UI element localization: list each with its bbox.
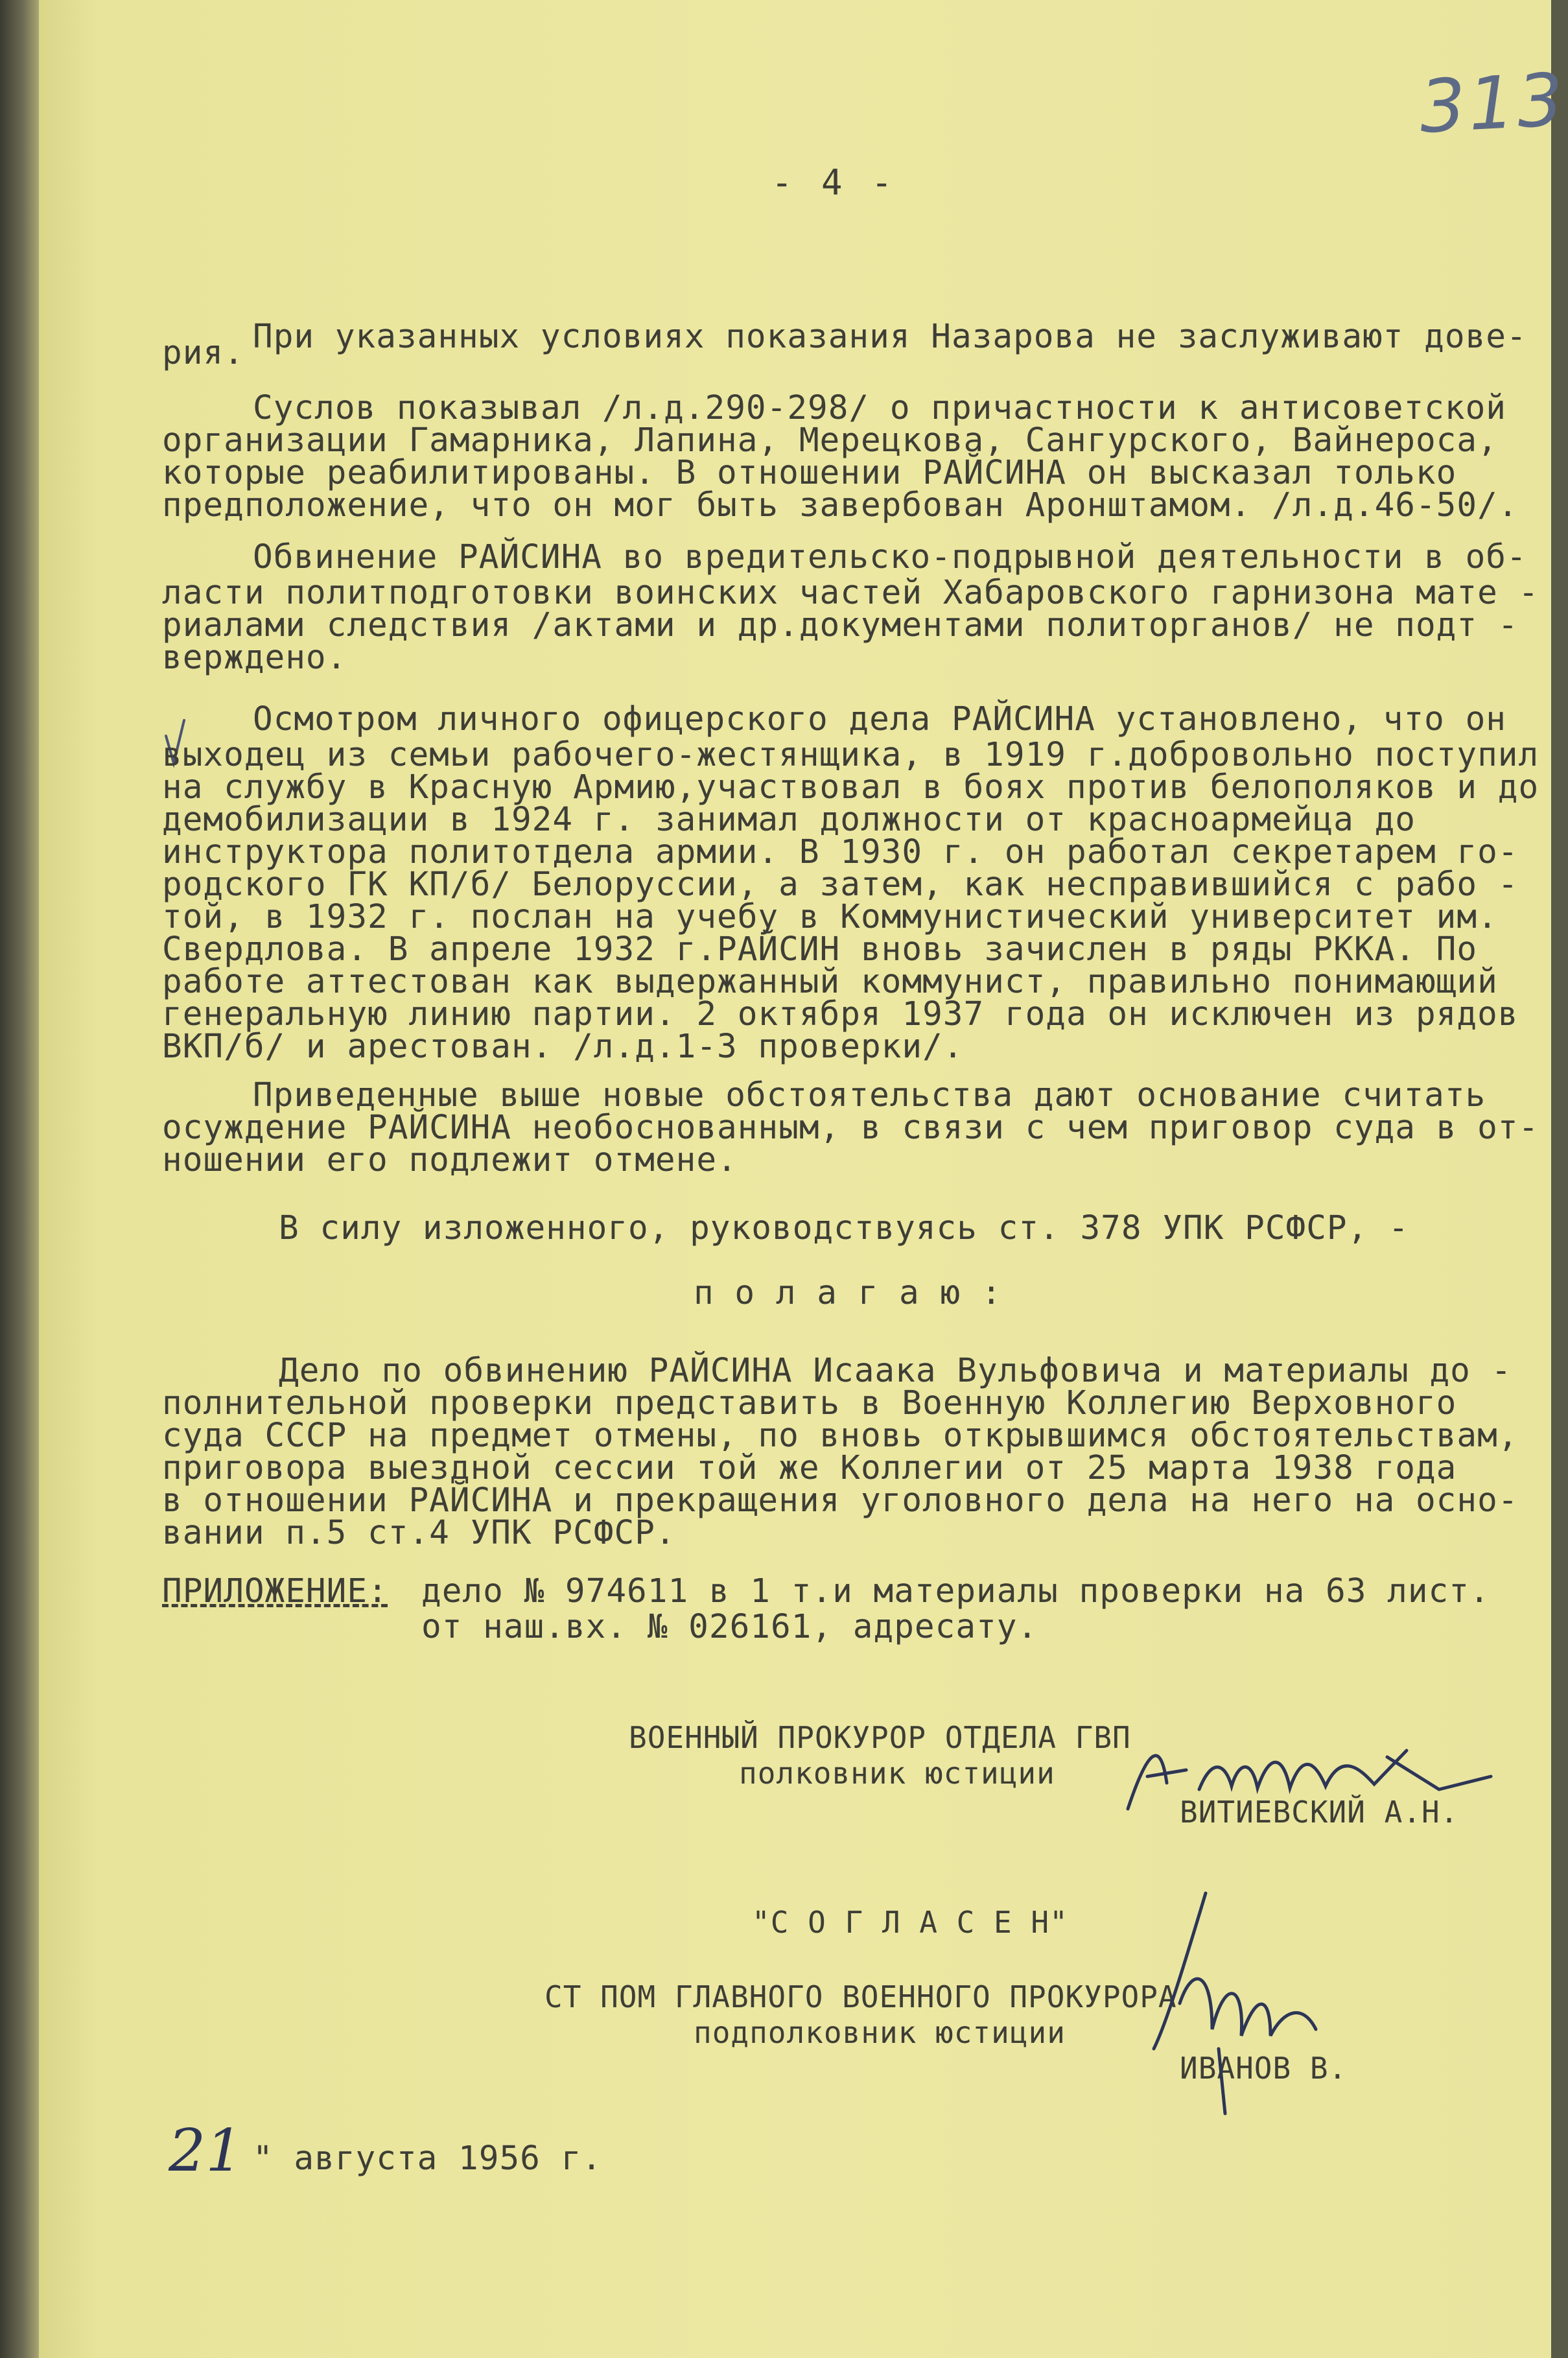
body-line: ношении его подлежит отмене.: [162, 1141, 738, 1179]
body-line: верждено.: [162, 639, 347, 677]
body-line: риалами следствия /актами и др.документами политорганов/ не подт -: [162, 606, 1519, 644]
body-line: При указанных условиях показания Назарова не заслуживают дове-: [253, 318, 1527, 356]
body-line: организации Гамарника, Лапина, Мерецкова, Сангурского, Вайнероса,: [162, 421, 1498, 460]
date-rest: " августа 1956 г.: [253, 2140, 602, 2178]
body-line: ВКП/б/ и арестован. /л.д.1-3 проверки/.: [162, 1028, 964, 1066]
body-line: Осмотром личного офицерского дела РАЙСИНА установлено, что он: [253, 700, 1506, 738]
agreement-heading: "С О Г Л А С Е Н": [752, 1905, 1068, 1940]
page-number: - 4 -: [771, 162, 896, 203]
body-line: Свердлова. В апреле 1932 г.РАЙСИН вновь зачислен в ряды РККА. По: [162, 930, 1478, 969]
resolution-line: в отношении РАЙСИНА и прекращения уголовного дела на него на осно-: [162, 1481, 1519, 1520]
body-line: генеральную линию партии. 2 октября 1937 года он исключен из рядов: [162, 995, 1519, 1033]
body-line: которые реабилитированы. В отношении РАЙСИНА он высказал только: [162, 454, 1457, 492]
body-line: работе аттестован как выдержанный коммунист, правильно понимающий: [162, 963, 1498, 1001]
binding-edge: [0, 0, 39, 2358]
attachment-label: ПРИЛОЖЕНИЕ:: [162, 1572, 388, 1610]
signature-vitievsky: [1102, 1712, 1504, 1828]
resolution-heading: п о л а г а ю :: [694, 1274, 1002, 1312]
signature-ivanov: [1089, 1880, 1348, 2127]
resolution-line: полнительной проверки представить в Военную Коллегию Верховного: [162, 1384, 1457, 1422]
attachment-line: дело № 974611 в 1 т.и материалы проверки на 63 лист.: [421, 1572, 1490, 1610]
body-line: Приведенные выше новые обстоятельства дают основание считать: [253, 1076, 1486, 1114]
resolution-line: вании п.5 ст.4 УПК РСФСР.: [162, 1514, 676, 1552]
signatory1-rank: полковник юстиции: [739, 1756, 1055, 1791]
signatory2-name: ИВАНОВ В.: [1180, 2051, 1348, 2086]
signatory1-name: ВИТИЕВСКИЙ А.Н.: [1180, 1795, 1459, 1830]
signatory1-title: ВОЕННЫЙ ПРОКУРОР ОТДЕЛА ГВП: [629, 1720, 1131, 1755]
body-line: рия.: [162, 334, 244, 372]
resolution-line: суда СССР на предмет отмены, по вновь открывшимся обстоятельствам,: [162, 1417, 1519, 1455]
signatory2-rank: подполковник юстиции: [694, 2015, 1066, 2050]
signatory2-title: СТ ПОМ ГЛАВНОГО ВОЕННОГО ПРОКУРОРА: [544, 1979, 1177, 2014]
date-day-handwritten: 21: [169, 2117, 243, 2185]
body-line: Суслов показывал /л.д.290-298/ о причастности к антисоветской: [253, 389, 1506, 427]
body-line: ласти политподготовки воинских частей Хабаровского гарнизона мате -: [162, 574, 1539, 612]
body-line: предположение, что он мог быть завербован Аронштамом. /л.д.46-50/.: [162, 486, 1519, 525]
resolution-line: Дело по обвинению РАЙСИНА Исаака Вульфовича и материалы до -: [279, 1352, 1512, 1390]
body-line: на службу в Красную Армию,участвовал в боях против белополяков и до: [162, 768, 1539, 807]
body-line: осуждение РАЙСИНА необоснованным, в связи с чем приговор суда в от-: [162, 1109, 1539, 1147]
body-line: В силу изложенного, руководствуясь ст. 378 УПК РСФСР, -: [279, 1209, 1409, 1247]
body-line: родского ГК КП/б/ Белоруссии, а затем, как несправившийся с рабо -: [162, 866, 1519, 904]
body-line: выходец из семьи рабочего-жестянщика, в 1919 г.добровольно поступил: [162, 736, 1539, 774]
body-line: Обвинение РАЙСИНА во вредительско-подрывной деятельности в об-: [253, 538, 1527, 576]
document-page: [39, 0, 1568, 2358]
body-line: инструктора политотдела армии. В 1930 г. он работал секретарем го-: [162, 833, 1519, 871]
resolution-line: приговора выездной сессии той же Коллегии от 25 марта 1938 года: [162, 1449, 1457, 1487]
attachment-line: от наш.вх. № 026161, адресату.: [421, 1608, 1038, 1646]
archive-page-number: 313: [1417, 58, 1568, 150]
body-line: демобилизации в 1924 г. занимал должности от красноармейца до: [162, 801, 1416, 839]
body-line: той, в 1932 г. послан на учебу в Коммунистический университет им.: [162, 898, 1498, 936]
